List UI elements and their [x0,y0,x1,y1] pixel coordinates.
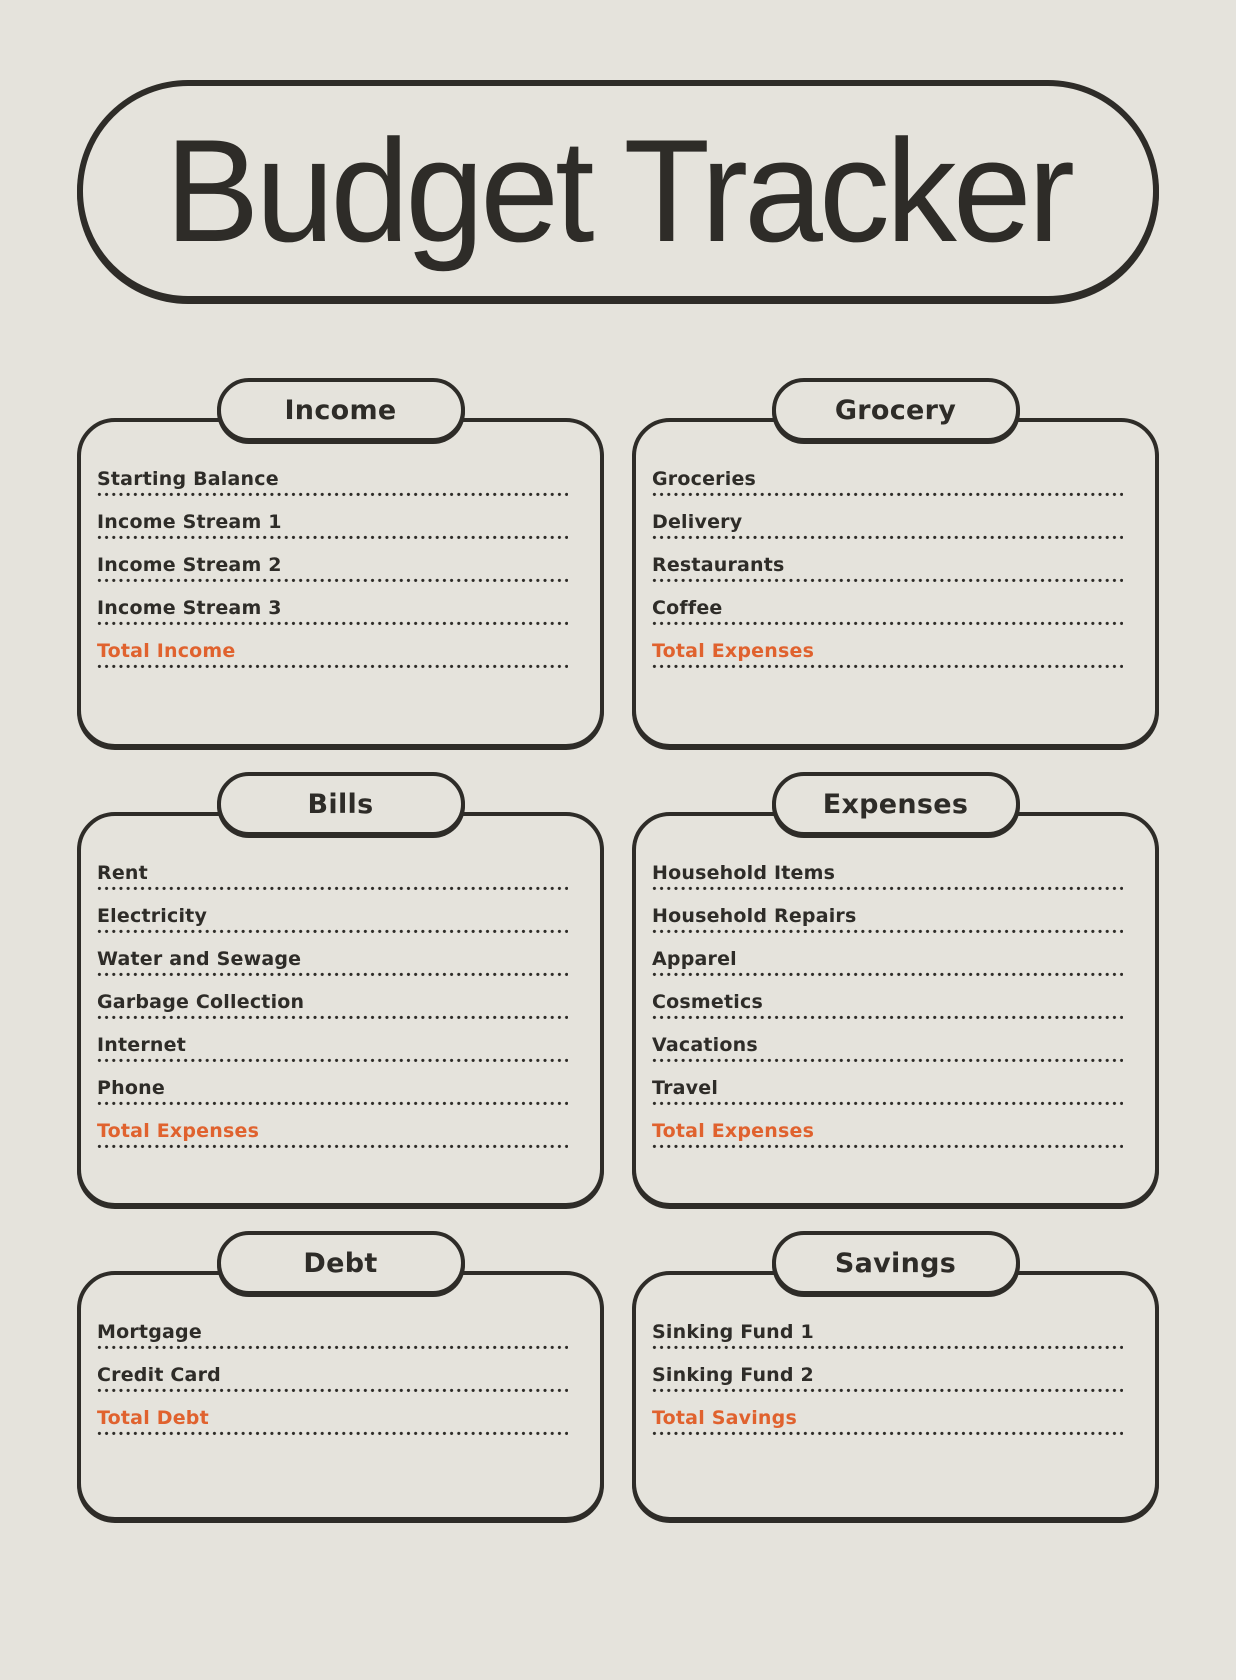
fill-in-dotted-line [652,1101,1123,1106]
fill-in-dotted-line [97,1345,568,1350]
fill-in-dotted-line [652,621,1123,626]
line-item-label: Mortgage [97,1321,202,1343]
line-item-label: Total Expenses [652,1120,815,1142]
total-line-item [652,1406,1123,1436]
section-title: Grocery [834,394,957,426]
fill-in-dotted-line [97,972,568,977]
sections-grid [77,378,1159,1521]
line-item-label: Household Items [652,862,836,884]
fill-in-dotted-line [97,1144,568,1149]
section-debt-box [77,1271,604,1521]
page-title: Budget Tracker [164,109,1072,272]
line-item [652,1363,1123,1393]
total-line-item [97,1119,568,1149]
total-line-item [97,1406,568,1436]
line-item-label: Delivery [652,511,743,533]
line-item [97,904,568,934]
section-grocery-box [632,418,1159,748]
line-item-label: Income Stream 3 [97,597,282,619]
fill-in-dotted-line [97,621,568,626]
section-title: Income [284,394,397,426]
line-item [97,510,568,540]
fill-in-dotted-line [97,664,568,669]
line-item-label: Starting Balance [97,468,279,490]
section-savings-box [632,1271,1159,1521]
line-item [652,1033,1123,1063]
line-item-label: Cosmetics [652,991,763,1013]
fill-in-dotted-line [97,1431,568,1436]
line-item [652,861,1123,891]
line-item [97,467,568,497]
section-savings [632,1231,1159,1521]
section-grocery-tab [772,378,1020,442]
total-line-item [97,639,568,669]
line-item [97,1076,568,1106]
page-title-frame [77,80,1159,302]
line-item [652,990,1123,1020]
section-expenses-box [632,812,1159,1207]
line-item [652,596,1123,626]
fill-in-dotted-line [652,1388,1123,1393]
fill-in-dotted-line [97,535,568,540]
line-item-label: Garbage Collection [97,991,305,1013]
section-income-tab [217,378,465,442]
section-expenses-tab [772,772,1020,836]
fill-in-dotted-line [652,1144,1123,1149]
line-item [97,947,568,977]
line-item [652,1320,1123,1350]
line-item-label: Total Expenses [97,1120,260,1142]
fill-in-dotted-line [97,886,568,891]
section-expenses [632,772,1159,1207]
section-debt-tab [217,1231,465,1295]
fill-in-dotted-line [652,492,1123,497]
line-item-label: Total Savings [652,1407,797,1429]
fill-in-dotted-line [97,1015,568,1020]
fill-in-dotted-line [97,1101,568,1106]
line-item-label: Travel [652,1077,719,1099]
line-item-label: Electricity [97,905,208,927]
fill-in-dotted-line [97,929,568,934]
line-item-label: Restaurants [652,554,785,576]
line-item [97,1033,568,1063]
fill-in-dotted-line [652,1431,1123,1436]
fill-in-dotted-line [97,1388,568,1393]
line-item [652,553,1123,583]
section-debt [77,1231,604,1521]
section-income [77,378,604,748]
total-line-item [652,639,1123,669]
fill-in-dotted-line [652,1015,1123,1020]
fill-in-dotted-line [652,535,1123,540]
line-item [652,947,1123,977]
line-item-label: Income Stream 2 [97,554,282,576]
line-item-label: Apparel [652,948,737,970]
fill-in-dotted-line [652,578,1123,583]
fill-in-dotted-line [652,1058,1123,1063]
line-item-label: Groceries [652,468,757,490]
fill-in-dotted-line [652,664,1123,669]
line-item-label: Total Income [97,640,236,662]
section-savings-tab [772,1231,1020,1295]
section-bills [77,772,604,1207]
line-item-label: Income Stream 1 [97,511,282,533]
section-title: Savings [834,1247,957,1279]
line-item-label: Vacations [652,1034,758,1056]
line-item-label: Household Repairs [652,905,857,927]
line-item [97,553,568,583]
line-item-label: Total Expenses [652,640,815,662]
line-item [97,1320,568,1350]
line-item [97,1363,568,1393]
fill-in-dotted-line [97,492,568,497]
section-income-box [77,418,604,748]
line-item [652,904,1123,934]
fill-in-dotted-line [652,972,1123,977]
line-item [652,1076,1123,1106]
section-title: Debt [303,1247,378,1279]
section-bills-box [77,812,604,1207]
fill-in-dotted-line [97,578,568,583]
section-grocery [632,378,1159,748]
budget-tracker-page [0,80,1236,1521]
line-item-label: Sinking Fund 2 [652,1364,814,1386]
section-bills-tab [217,772,465,836]
line-item-label: Rent [97,862,148,884]
section-title: Bills [307,788,374,820]
fill-in-dotted-line [652,929,1123,934]
line-item-label: Credit Card [97,1364,221,1386]
fill-in-dotted-line [97,1058,568,1063]
line-item-label: Internet [97,1034,187,1056]
line-item-label: Phone [97,1077,165,1099]
line-item [97,861,568,891]
section-title: Expenses [822,788,969,820]
line-item [97,596,568,626]
total-line-item [652,1119,1123,1149]
line-item-label: Coffee [652,597,723,619]
line-item [652,510,1123,540]
fill-in-dotted-line [652,1345,1123,1350]
fill-in-dotted-line [652,886,1123,891]
line-item-label: Sinking Fund 1 [652,1321,814,1343]
line-item [652,467,1123,497]
line-item-label: Total Debt [97,1407,209,1429]
line-item-label: Water and Sewage [97,948,302,970]
line-item [97,990,568,1020]
